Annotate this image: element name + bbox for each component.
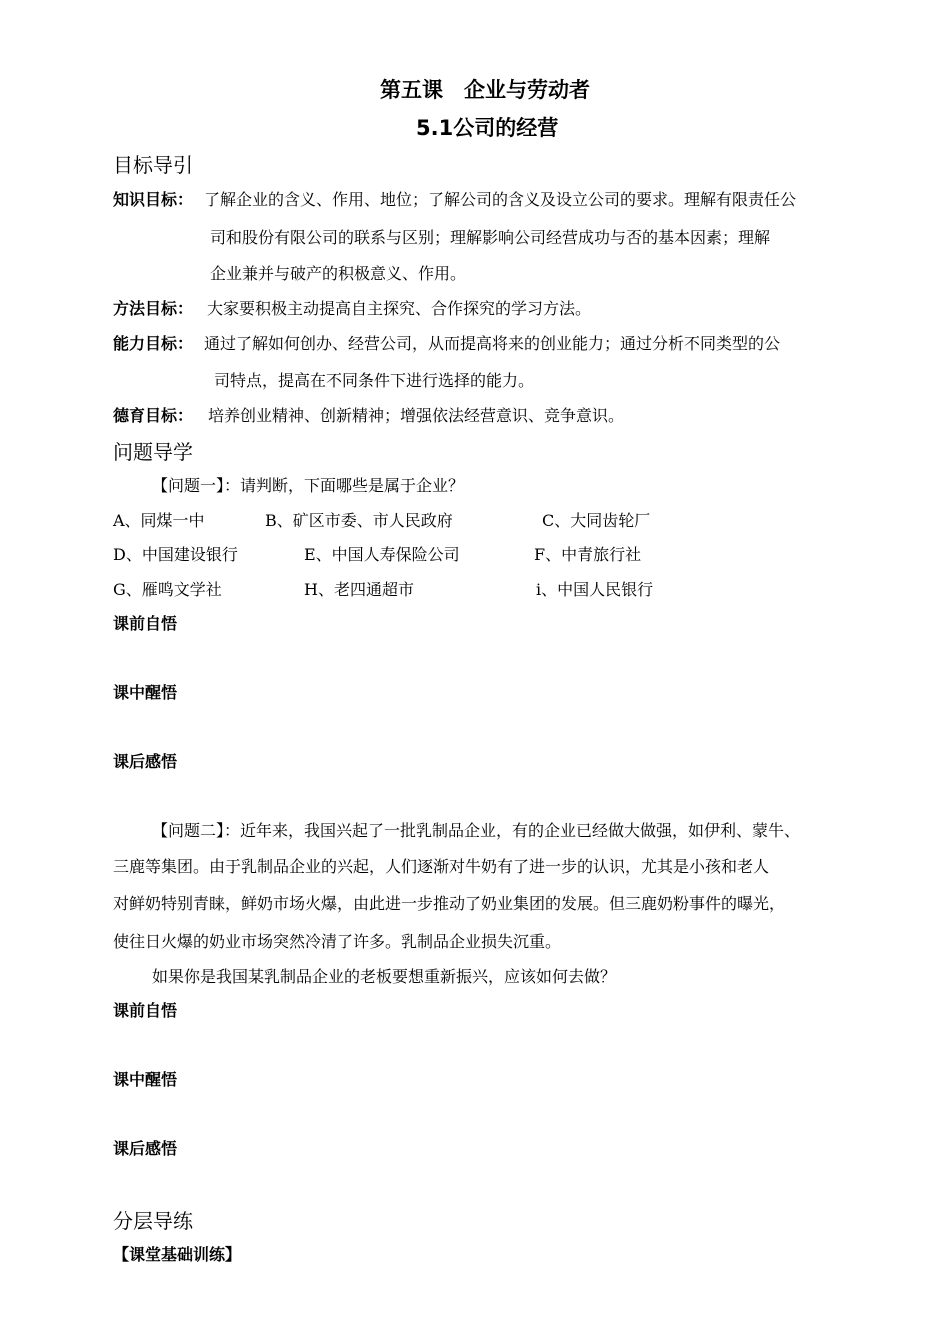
option-item: H、老四通超市 <box>304 580 414 599</box>
question-one-prompt: 【问题一】：请判断，下面哪些是属于企业？ <box>152 476 465 495</box>
section-heading-questions: 问题导学 <box>113 440 193 464</box>
ability-goal-line: 司特点，提高在不同条件下进行选择的能力。 <box>214 371 535 390</box>
option-item: i、中国人民银行 <box>536 580 654 599</box>
question-two-line: 三鹿等集团。由于乳制品企业的兴起，人们逐渐对牛奶有了进一步的认识，尤其是小孩和老人 <box>113 857 770 876</box>
method-goal-text: 大家要积极主动提高自主探究、合作探究的学习方法。 <box>207 299 592 318</box>
reflect-after-label: 课后感悟 <box>113 1139 178 1158</box>
reflect-after-label: 课后感悟 <box>113 752 178 771</box>
lesson-subtitle: 5.1公司的经营 <box>416 116 559 140</box>
reflect-during-label: 课中醒悟 <box>113 1070 178 1089</box>
knowledge-goal-line: 了解企业的含义、作用、地位；了解公司的含义及设立公司的要求。理解有限责任公 <box>204 190 797 209</box>
option-item: E、中国人寿保险公司 <box>304 545 460 564</box>
moral-goal-text: 培养创业精神、创新精神；增强依法经营意识、竞争意识。 <box>208 406 625 425</box>
knowledge-goal-line: 司和股份有限公司的联系与区别；理解影响公司经营成功与否的基本因素；理解 <box>210 228 771 247</box>
lesson-title: 第五课 企业与劳动者 <box>380 78 590 102</box>
practice-subheading: 【课堂基础训练】 <box>113 1245 242 1264</box>
moral-goal-label: 德育目标： <box>113 406 194 425</box>
knowledge-goal-label: 知识目标： <box>113 190 194 209</box>
section-heading-practice: 分层导练 <box>113 1209 193 1233</box>
question-two-question: 如果你是我国某乳制品企业的老板要想重新振兴，应该如何去做？ <box>152 967 617 986</box>
option-item: D、中国建设银行 <box>113 545 238 564</box>
question-two-line: 对鲜奶特别青睐，鲜奶市场火爆，由此进一步推动了奶业集团的发展。但三鹿奶粉事件的曝光， <box>113 894 786 913</box>
reflect-before-label: 课前自悟 <box>113 614 178 633</box>
reflect-before-label: 课前自悟 <box>113 1001 178 1020</box>
section-heading-goals: 目标导引 <box>113 153 193 177</box>
ability-goal-line: 通过了解如何创办、经营公司，从而提高将来的创业能力；通过分析不同类型的公 <box>204 334 781 353</box>
question-two-line: 使往日火爆的奶业市场突然冷清了许多。乳制品企业损失沉重。 <box>113 932 562 951</box>
question-two-line: 【问题二】：近年来，我国兴起了一批乳制品企业，有的企业已经做大做强，如伊利、蒙牛、 <box>152 821 801 840</box>
ability-goal-label: 能力目标： <box>113 334 194 353</box>
option-item: G、雁鸣文学社 <box>113 580 222 599</box>
option-item: B、矿区市委、市人民政府 <box>265 511 453 530</box>
knowledge-goal-line: 企业兼并与破产的积极意义、作用。 <box>210 264 467 283</box>
option-item: F、中青旅行社 <box>534 545 642 564</box>
option-item: A、同煤一中 <box>113 511 205 530</box>
option-item: C、大同齿轮厂 <box>542 511 651 530</box>
method-goal-label: 方法目标： <box>113 299 194 318</box>
reflect-during-label: 课中醒悟 <box>113 683 178 702</box>
